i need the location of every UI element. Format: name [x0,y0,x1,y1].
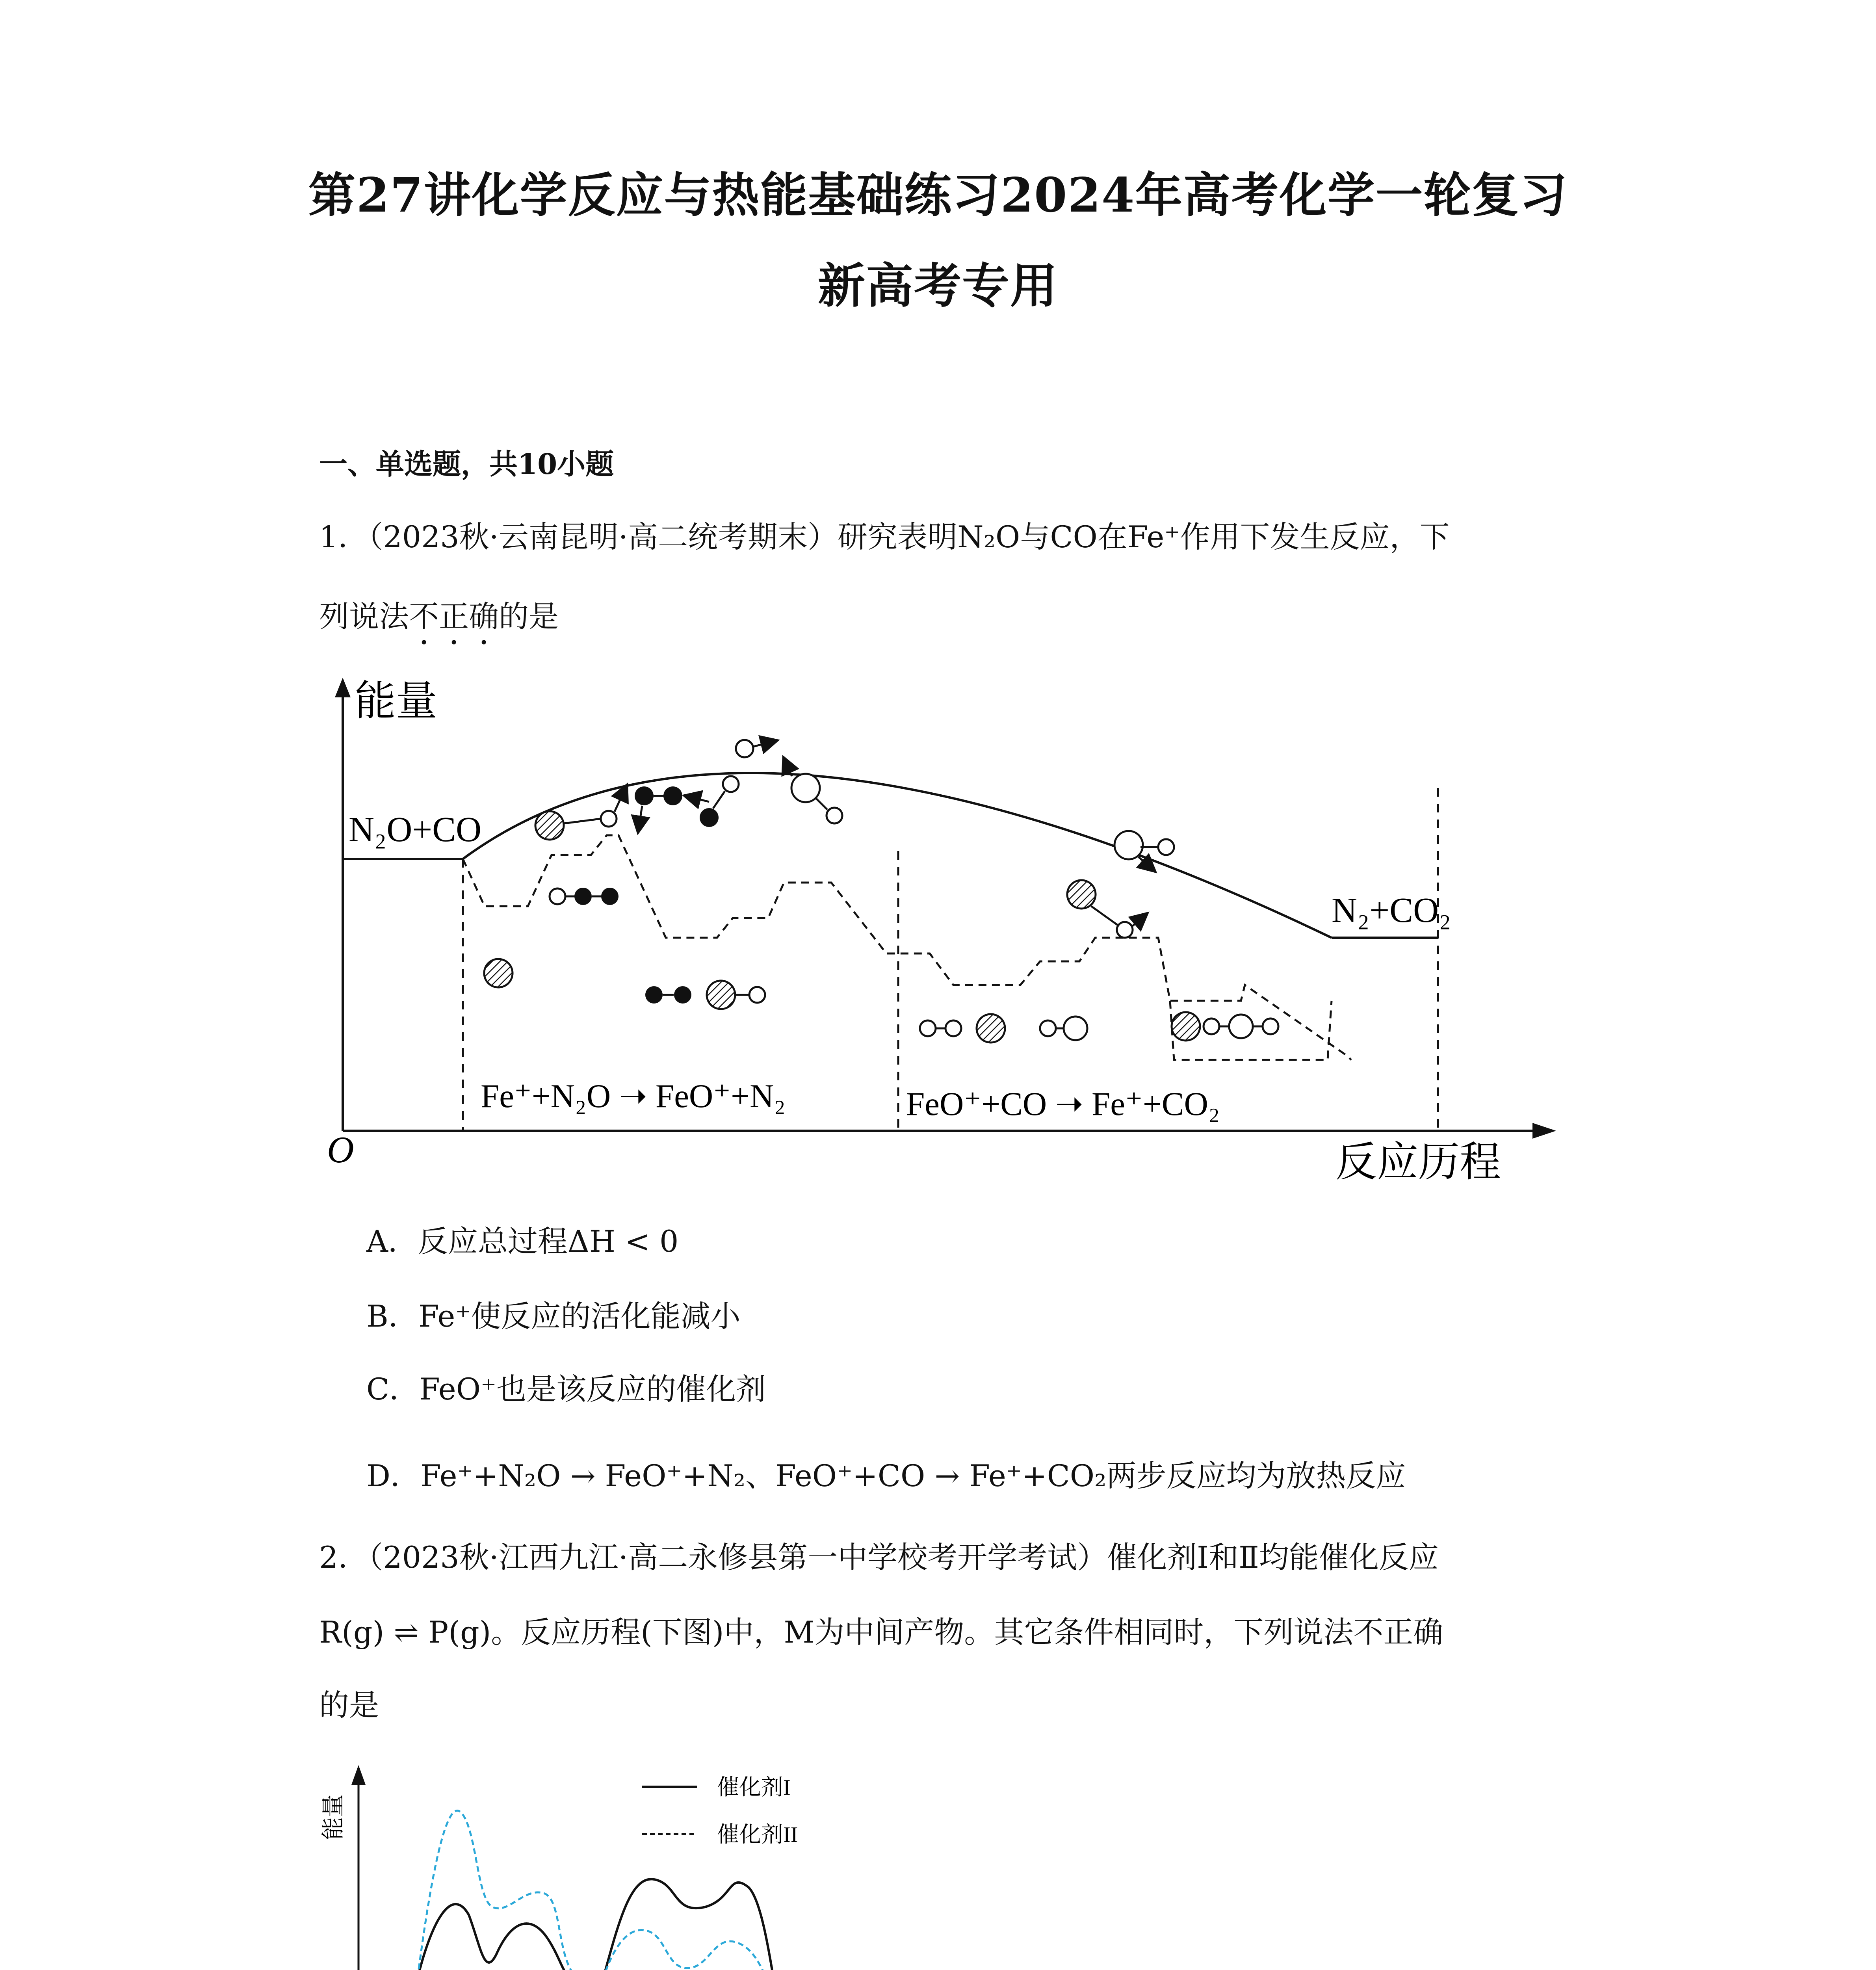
question-source: （2023秋·江西九江·高二永修县第一中学校考开学考试） [368,1540,1107,1575]
document-title-line1: 第27讲化学反应与热能基础练习2024年高考化学一轮复习 [308,167,1568,223]
question-1-line1 [319,519,1450,554]
q2-energy-diagram [311,1757,882,1970]
emphasis-not-correct: 不正确 [409,599,499,634]
question-stem: 催化剂Ⅰ和Ⅱ均能催化反应 [1107,1540,1439,1575]
document-title-line2: 新高考专用 [818,258,1058,314]
question-stem-part: 的是 [499,599,559,634]
q1-option-d[interactable]: D．Fe⁺+N₂O → FeO⁺+N₂、FeO⁺+CO → Fe⁺+CO₂两步反应均为放热反应 [366,1458,1406,1493]
question-2-line2: R(g) ⇌ P(g)。反应历程(下图)中，M为中间产物。其它条件相同时，下列说法不正确 [319,1615,1443,1650]
y-axis-label: 能量 [320,1794,346,1840]
step2-label: FeO⁺+CO ➝ Fe⁺+CO₂ [906,1085,1220,1123]
question-stem-part: 列说法 [319,599,409,634]
section-heading: 一、单选题，共10小题 [319,447,614,481]
question-1-line2 [319,599,559,651]
catalyst-1-curve [390,1879,808,1970]
legend-catalyst-2: 催化剂II [717,1823,798,1847]
origin-label: O [327,1129,354,1171]
question-source: （2023秋·云南昆明·高二统考期末） [368,519,838,554]
legend-catalyst-1: 催化剂I [717,1775,791,1800]
step1-label: Fe⁺+N₂O ➝ FeO⁺+N₂ [481,1078,786,1115]
q1-option-a[interactable]: A．反应总过程ΔH < 0 [366,1224,679,1259]
question-2-line3: 的是 [319,1688,379,1723]
question-stem: 研究表明N₂O与CO在Fe⁺作用下发生反应，下 [838,519,1450,554]
q1-option-b[interactable]: B．Fe⁺使反应的活化能减小 [366,1299,741,1334]
products-label: N₂+CO₂ [1332,891,1451,930]
q1-option-c[interactable]: C．FeO⁺也是该反应的催化剂 [366,1372,766,1407]
question-2-line1 [319,1540,1439,1575]
y-axis-label: 能量 [355,678,438,724]
question-number: 2． [319,1540,368,1575]
reactants-label: N₂O+CO [349,810,482,849]
question-number: 1． [319,519,368,554]
q1-energy-diagram [307,670,1576,1194]
x-axis-label: 反应历程 [1335,1139,1501,1185]
